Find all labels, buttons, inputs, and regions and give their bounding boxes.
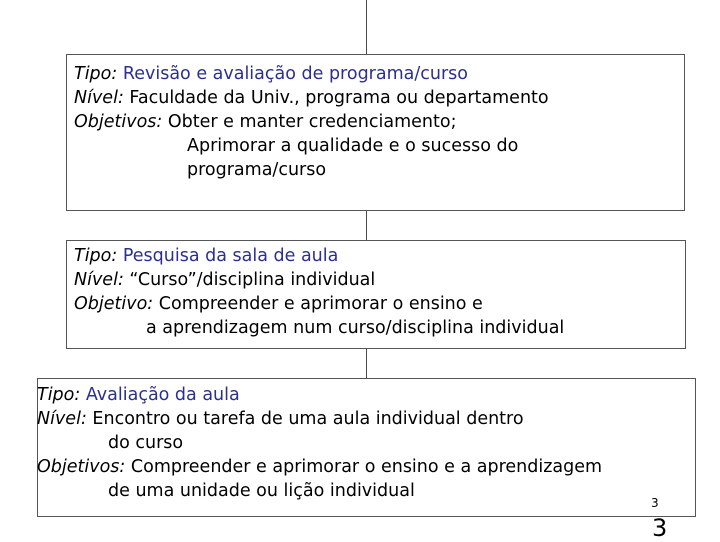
box2-obj-label: Objetivo:: [74, 294, 154, 314]
box3-tipo-label: Tipo:: [37, 385, 81, 405]
box3-obj-line: [37, 455, 602, 479]
box3-obj-line1: Compreender e aprimorar o ensino e a aprendizagem: [130, 457, 603, 477]
box1-nivel-label: Nível:: [74, 88, 124, 108]
box2-tipo-line: [74, 244, 338, 268]
box2-nivel-label: Nível:: [74, 270, 124, 290]
box2-nivel-value: “Curso”/disciplina individual: [129, 270, 376, 290]
box1-obj-line1: Obter e manter credenciamento;: [167, 112, 457, 132]
box2-obj-line1: Compreender e aprimorar o ensino e: [158, 294, 483, 314]
box1-tipo-label: Tipo:: [74, 64, 118, 84]
box1-nivel-line: [74, 86, 549, 110]
box1-obj-line: [74, 110, 456, 134]
box2-obj-line2: a aprendizagem num curso/disciplina individual: [146, 318, 565, 338]
box1-obj-line2: Aprimorar a qualidade e o sucesso do: [187, 136, 519, 156]
box3-obj-line2: de uma unidade ou lição individual: [108, 481, 415, 501]
box3-tipo-value: Avaliação da aula: [85, 385, 240, 405]
connector-1-2: [366, 210, 367, 240]
box1-obj-line3: programa/curso: [187, 160, 327, 180]
box3-obj-label: Objetivos:: [37, 457, 126, 477]
box3-nivel-label: Nível:: [37, 409, 87, 429]
box1-obj-label: Objetivos:: [74, 112, 163, 132]
box2-obj-line: [74, 292, 483, 316]
connector-2-3: [366, 348, 367, 378]
connector-top: [366, 0, 367, 55]
box2-tipo-value: Pesquisa da sala de aula: [122, 246, 339, 266]
slide-number-small: 3: [651, 496, 659, 510]
box2-nivel-line: [74, 268, 375, 292]
box3-nivel-value: Encontro ou tarefa de uma aula individual dentro: [92, 409, 524, 429]
box3-tipo-line: [37, 383, 240, 407]
slide-number-big: 3: [652, 514, 668, 542]
box1-tipo-value: Revisão e avaliação de programa/curso: [122, 64, 468, 84]
box1-tipo-line: [74, 62, 468, 86]
box3-nivel-line: [37, 407, 524, 431]
box3-nivel-line2: do curso: [108, 433, 184, 453]
box1-nivel-value: Faculdade da Univ., programa ou departamento: [129, 88, 549, 108]
box2-tipo-label: Tipo:: [74, 246, 118, 266]
